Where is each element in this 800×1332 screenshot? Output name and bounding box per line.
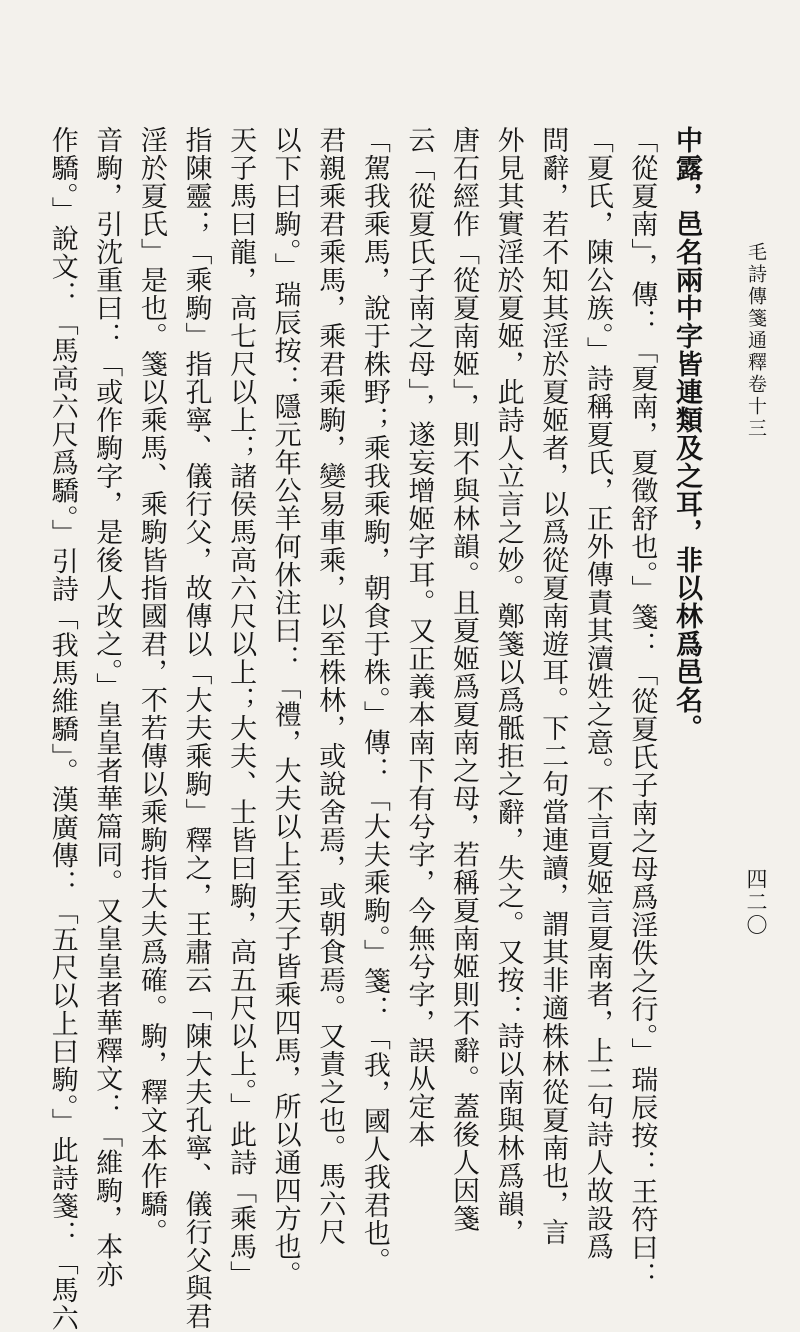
text-column: 問辭，若不知其淫於夏姬者，以爲從夏南遊耳。下二句當連讀，謂其非適株林從夏南也，言 [537,126,569,1246]
body-text [39,126,708,1332]
text-column: 天子馬曰龍，高七尺以上；諸侯馬高六尺以上；大夫、士皆曰駒，高五尺以上。」此詩「乘馬」 [225,126,257,1289]
text-column: 外見其實淫於夏姬，此詩人立言之妙。鄭箋以爲骶拒之辭，失之。又按：詩以南與林爲韻， [492,126,524,1246]
page-number: 四二〇 [744,868,768,937]
text-column: 「駕我乘馬，說于株野；乘我乘駒，朝食于株。」傳：「大夫乘駒。」箋：「我，國人我君也。 [358,126,390,1275]
running-head: 毛詩傳箋通釋卷十三 [745,242,767,440]
text-column: 君親乘君乘馬，乘君乘駒，變易車乘，以至株林，或說舍焉，或朝食焉。又責之也。馬六尺 [314,126,346,1246]
text-column: 中露，邑名兩中字皆連類及之耳，非以林爲邑名。 [671,126,702,742]
text-column: 云「從夏氏子南之母」，遂妄增姬字耳。又正義本南下有兮字，今無兮字，誤从定本 [403,126,435,1149]
text-column: 音駒，引沈重曰：「或作駒字，是後人改之。」皇皇者華篇同。又皇皇者華釋文：「維駒，本亦 [91,126,123,1289]
text-column: 「從夏南」，傳：「夏南，夏徵舒也。」箋：「從夏氏子南之母爲淫佚之行。」瑞辰按：王符曰： [626,126,658,1290]
text-column: 「夏氏，陳公族。」詩稱夏氏，正外傳責其瀆姓之意。不言夏姬言夏南者，上二句詩人故設爲 [581,126,613,1261]
text-column: 淫於夏氏」是也。箋以乘馬、乘駒皆指國君，不若傳以乘駒指大夫爲確。駒，釋文本作驕。 [135,126,167,1246]
text-column: 作驕。」說文：「馬高六尺爲驕。」引詩「我馬維驕」。漢廣傳：「五尺以上曰駒。」此詩箋：「馬六 [46,126,78,1332]
text-column: 指陳靈；「乘駒」指孔寧、儀行父，故傳以「大夫乘駒」釋之，王肅云「陳大夫孔寧、儀行父與君 [180,126,212,1330]
text-column: 以下曰駒。」瑞辰按：隱元年公羊何休注曰：「禮，大夫以上至天子皆乘四馬，所以通四方也。 [269,126,301,1289]
text-column: 唐石經作「從夏南姬」，則不與林韻。且夏姬爲夏南之母，若稱夏南姬則不辭。蓋後人因箋 [448,126,480,1233]
